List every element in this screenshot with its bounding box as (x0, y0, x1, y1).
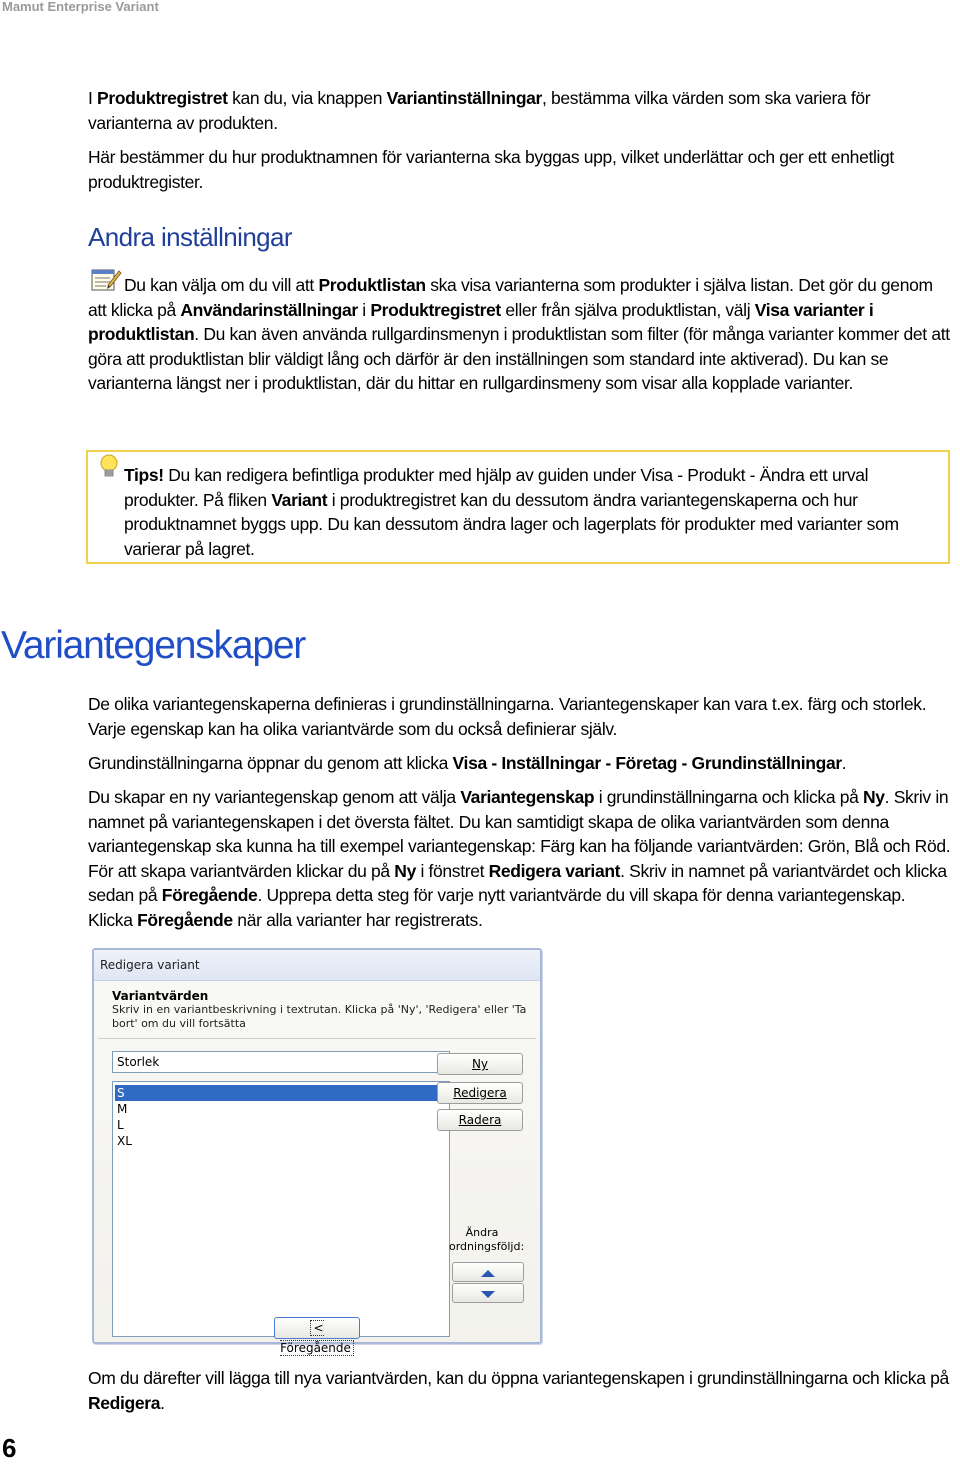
move-up-button[interactable] (452, 1262, 524, 1282)
section-heading-variantegenskaper: Variantegenskaper (1, 624, 306, 667)
new-button[interactable] (437, 1053, 523, 1075)
redigera-variant-dialog (92, 948, 542, 1355)
dialog-separator (98, 1038, 536, 1039)
section-paragraph-3: Du skapar en ny variantegenskap genom att välja Variantegenskap i grundinställningarna och klicka på Ny. Skriv in namnet på variantegenskapen i det översta fältet. Du kan samtidigt skapa de olika variantvärden som denna variantegenskap ska kunna ha till exempel variantegenskap: Färg kan ha följande variantvärden: Grön, Blå och Röd. För att skapa variantvärden klickar du på Ny i fönstret Redigera variant. Skriv in namnet på variantvärdet och klicka sedan på Föregående. Upprepa detta steg för varje nytt variantvärde du vill skapa för denna variantegenskap. Klicka Föregående när alla varianter har registrerats. (88, 787, 951, 930)
section-paragraph-2: Grundinställningarna öppnar du genom att klicka Visa - Inställningar - Företag - Grundinställningar. (88, 753, 847, 773)
list-item[interactable]: XL (117, 1134, 132, 1148)
section-heading-other-settings: Andra inställningar (88, 222, 292, 252)
arrow-down-icon (481, 1291, 495, 1298)
list-item[interactable]: L (117, 1118, 124, 1132)
dialog-instructions: Skriv in en variantbeskrivning i textrutan. Klicka på 'Ny', 'Redigera' eller 'Ta bort' om du vill fortsätta (112, 1003, 527, 1030)
variant-values-list[interactable] (112, 1081, 450, 1337)
list-item[interactable]: S (115, 1085, 447, 1101)
lightbulb-icon (96, 452, 122, 482)
variant-name-input[interactable]: Storlek (112, 1051, 450, 1073)
section-paragraph-1: De olika variantegenskaperna definieras i grundinställningarna. Variantegenskaper kan vara t.ex. färg och storlek. Varje egenskap kan ha olika variantvärde som du också definierar själv. (88, 694, 927, 739)
dialog-heading: Variantvärden (112, 989, 209, 1003)
header-title: Mamut Enterprise Variant (2, 0, 159, 14)
other-settings-paragraph: Du kan välja om du vill att Produktlistan ska visa varianterna som produkter i själva listan. Det gör du genom att klicka på Användarinställningar i Produktregistret eller från själva produktlistan, välj Visa varianter i produktlistan. Du kan även använda rullgardinsmenyn i produktlistan som filter (för många varianter kommer det att göra att produktlistan blir väldigt lång och därför är den inställningen som standard inte aktiverad). Du kan se varianterna längst ner i produktlistan, där du hittar en rullgardinsmeny som visar alla kopplade varianter. (88, 275, 950, 393)
delete-button[interactable] (437, 1109, 523, 1131)
section-paragraph-4: Om du därefter vill lägga till nya variantvärden, kan du öppna variantegenskapen i grundinställningarna och klicka på Redigera. (88, 1368, 949, 1413)
delete-button-label: Radera (458, 1113, 502, 1127)
edit-button[interactable] (437, 1082, 523, 1104)
back-button[interactable] (274, 1317, 360, 1355)
new-button-label: Ny (471, 1057, 489, 1071)
page-number: 6 (2, 1433, 17, 1463)
dialog-title: Redigera variant (100, 958, 200, 972)
tips-paragraph: Tips! Du kan redigera befintliga produkter med hjälp av guiden under Visa - Produkt - Ändra ett urval produkter. På fliken Variant i produktregistret kan du dessutom ändra variantegenskaperna och hur produktnamnet byggs upp. Du kan dessutom ändra lager och lagerplats för produkter med varianter som varierar på lagret. (124, 465, 899, 559)
arrow-up-icon (481, 1270, 495, 1277)
edit-button-label: Redigera (453, 1086, 507, 1100)
dialog-titlebar (94, 950, 540, 981)
back-button-label: < Föregående (280, 1320, 354, 1356)
intro-paragraph-2: Här bestämmer du hur produktnamnen för varianterna ska byggas upp, vilket underlättar och ger ett enhetligt produktregister. (88, 147, 894, 192)
intro-paragraph-1: I Produktregistret kan du, via knappen Variantinställningar, bestämma vilka värden som ska variera för varianterna av produkten. (88, 88, 871, 133)
move-down-button[interactable] (452, 1283, 524, 1303)
list-item[interactable]: M (117, 1102, 128, 1116)
order-label: Ändra ordningsföljd: (449, 1226, 525, 1253)
